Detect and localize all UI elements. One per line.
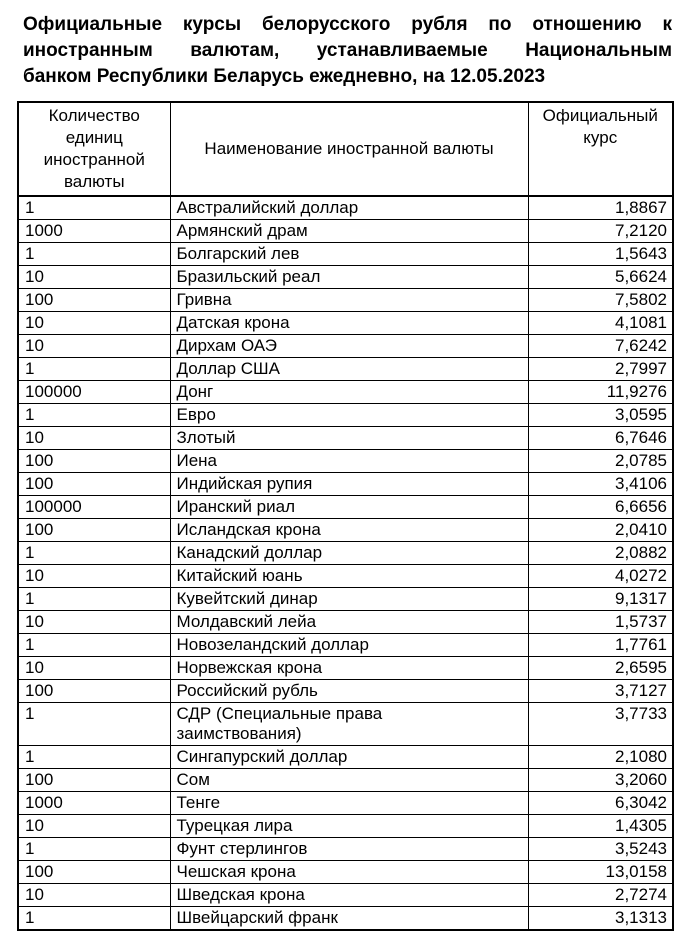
rate-cell: 2,0785 [528, 450, 673, 473]
rate-cell: 11,9276 [528, 381, 673, 404]
quantity-cell: 1 [18, 358, 170, 381]
currency-cell [170, 496, 528, 519]
currency-name: Новозеландский доллар [176, 635, 369, 654]
rate-cell: 7,2120 [528, 220, 673, 243]
currency-name: СДР (Специальные права заимствования) [176, 704, 383, 743]
currency-name: Дирхам ОАЭ [176, 336, 277, 355]
quantity-cell: 100 [18, 450, 170, 473]
quantity-cell: 1 [18, 907, 170, 931]
table-row [18, 746, 673, 769]
rate-cell: 1,4305 [528, 815, 673, 838]
table-row [18, 542, 673, 565]
exchange-rates-table [17, 101, 674, 931]
rate-cell: 6,7646 [528, 427, 673, 450]
quantity-cell: 100 [18, 769, 170, 792]
currency-name: Исландская крона [176, 520, 321, 539]
table-row [18, 473, 673, 496]
table-row [18, 519, 673, 542]
rate-cell: 1,8867 [528, 196, 673, 220]
table-row [18, 838, 673, 861]
currency-cell [170, 634, 528, 657]
currency-cell [170, 861, 528, 884]
title-line: иностранным валютам, устанавливаемые Национальным [23, 40, 672, 61]
currency-name: Кувейтский динар [176, 589, 318, 608]
table-row [18, 634, 673, 657]
table-row [18, 565, 673, 588]
table-row [18, 243, 673, 266]
currency-name: Российский рубль [176, 681, 318, 700]
currency-name: Иена [176, 451, 218, 470]
currency-name: Шведская крона [176, 885, 305, 904]
currency-cell [170, 792, 528, 815]
currency-cell [170, 838, 528, 861]
table-row [18, 611, 673, 634]
quantity-cell: 10 [18, 266, 170, 289]
table-row [18, 815, 673, 838]
table-row [18, 220, 673, 243]
currency-cell [170, 542, 528, 565]
table-row [18, 769, 673, 792]
page-title [23, 12, 672, 90]
rate-cell: 4,0272 [528, 565, 673, 588]
currency-cell [170, 404, 528, 427]
currency-cell [170, 381, 528, 404]
rate-cell: 9,1317 [528, 588, 673, 611]
currency-cell [170, 588, 528, 611]
quantity-cell: 10 [18, 611, 170, 634]
currency-name: Молдавский лейа [176, 612, 317, 631]
currency-cell [170, 312, 528, 335]
quantity-cell: 100 [18, 473, 170, 496]
quantity-cell: 1000 [18, 792, 170, 815]
rate-cell: 2,0882 [528, 542, 673, 565]
currency-name: Донг [176, 382, 214, 401]
currency-cell [170, 335, 528, 358]
currency-cell [170, 450, 528, 473]
title-line: банком Республики Беларусь ежедневно, на 12.05.2023 [23, 66, 546, 87]
table-row [18, 680, 673, 703]
currency-name: Швейцарский франк [176, 908, 338, 927]
currency-name: Гривна [176, 290, 232, 309]
table-row [18, 450, 673, 473]
quantity-cell: 100000 [18, 381, 170, 404]
currency-name: Доллар США [176, 359, 280, 378]
quantity-cell: 10 [18, 657, 170, 680]
currency-name: Канадский доллар [176, 543, 323, 562]
quantity-cell: 10 [18, 884, 170, 907]
currency-name: Фунт стерлингов [176, 839, 308, 858]
currency-name: Болгарский лев [176, 244, 300, 263]
table-row [18, 861, 673, 884]
quantity-cell: 10 [18, 335, 170, 358]
quantity-cell: 1000 [18, 220, 170, 243]
rate-cell: 13,0158 [528, 861, 673, 884]
currency-cell [170, 473, 528, 496]
quantity-cell: 100 [18, 680, 170, 703]
table-row [18, 657, 673, 680]
currency-cell [170, 680, 528, 703]
rate-cell: 3,7733 [528, 703, 673, 746]
table-row [18, 335, 673, 358]
currency-name: Турецкая лира [176, 816, 293, 835]
table-row [18, 588, 673, 611]
currency-name: Сом [176, 770, 210, 789]
currency-name: Китайский юань [176, 566, 303, 585]
currency-cell [170, 746, 528, 769]
quantity-cell: 10 [18, 312, 170, 335]
currency-cell [170, 289, 528, 312]
currency-cell [170, 884, 528, 907]
quantity-cell: 100 [18, 289, 170, 312]
currency-name: Сингапурский доллар [176, 747, 348, 766]
rate-cell: 2,7274 [528, 884, 673, 907]
currency-cell [170, 519, 528, 542]
currency-cell [170, 769, 528, 792]
currency-cell [170, 815, 528, 838]
currency-cell [170, 427, 528, 450]
rate-cell: 7,6242 [528, 335, 673, 358]
rate-cell: 2,0410 [528, 519, 673, 542]
table-row [18, 312, 673, 335]
header-rate: Официальный курс [528, 102, 673, 196]
rate-cell: 3,1313 [528, 907, 673, 931]
quantity-cell: 10 [18, 565, 170, 588]
rate-cell: 3,5243 [528, 838, 673, 861]
rate-cell: 6,6656 [528, 496, 673, 519]
rate-cell: 1,5643 [528, 243, 673, 266]
currency-name: Датская крона [176, 313, 290, 332]
table-header-row [18, 102, 673, 196]
table-row [18, 496, 673, 519]
currency-name: Чешская крона [176, 862, 296, 881]
rate-cell: 3,2060 [528, 769, 673, 792]
table-row [18, 703, 673, 746]
table-row [18, 884, 673, 907]
currency-name: Армянский драм [176, 221, 308, 240]
currency-cell [170, 220, 528, 243]
currency-name: Норвежская крона [176, 658, 323, 677]
table-row [18, 427, 673, 450]
rate-cell: 2,6595 [528, 657, 673, 680]
currency-name: Злотый [176, 428, 236, 447]
quantity-cell: 100 [18, 519, 170, 542]
rate-cell: 5,6624 [528, 266, 673, 289]
currency-name: Бразильский реал [176, 267, 321, 286]
quantity-cell: 1 [18, 838, 170, 861]
rate-cell: 3,0595 [528, 404, 673, 427]
rate-cell: 3,4106 [528, 473, 673, 496]
rate-cell: 3,7127 [528, 680, 673, 703]
quantity-cell: 1 [18, 634, 170, 657]
currency-name: Иранский риал [176, 497, 295, 516]
currency-cell [170, 657, 528, 680]
table-row [18, 196, 673, 220]
currency-name: Тенге [176, 793, 221, 812]
header-currency: Наименование иностранной валюты [170, 102, 528, 196]
table-row [18, 907, 673, 931]
currency-cell [170, 565, 528, 588]
currency-cell [170, 358, 528, 381]
currency-cell [170, 266, 528, 289]
quantity-cell: 1 [18, 404, 170, 427]
currency-name: Австралийский доллар [176, 198, 359, 217]
header-quantity: Количество единиц иностранной валюты [18, 102, 170, 196]
table-row [18, 289, 673, 312]
rate-cell: 1,7761 [528, 634, 673, 657]
quantity-cell: 1 [18, 542, 170, 565]
quantity-cell: 1 [18, 703, 170, 746]
table-row [18, 404, 673, 427]
table-row [18, 792, 673, 815]
title-line: Официальные курсы белорусского рубля по отношению к [23, 14, 672, 35]
rate-cell: 6,3042 [528, 792, 673, 815]
currency-cell [170, 243, 528, 266]
quantity-cell: 10 [18, 427, 170, 450]
rate-cell: 2,7997 [528, 358, 673, 381]
currency-cell [170, 611, 528, 634]
currency-cell [170, 196, 528, 220]
rate-cell: 1,5737 [528, 611, 673, 634]
table-row [18, 266, 673, 289]
table-row [18, 358, 673, 381]
quantity-cell: 10 [18, 815, 170, 838]
currency-name: Евро [176, 405, 216, 424]
quantity-cell: 100000 [18, 496, 170, 519]
quantity-cell: 1 [18, 243, 170, 266]
currency-cell [170, 907, 528, 931]
quantity-cell: 1 [18, 196, 170, 220]
rate-cell: 4,1081 [528, 312, 673, 335]
currency-name: Индийская рупия [176, 474, 313, 493]
quantity-cell: 100 [18, 861, 170, 884]
quantity-cell: 1 [18, 588, 170, 611]
rate-cell: 2,1080 [528, 746, 673, 769]
quantity-cell: 1 [18, 746, 170, 769]
currency-cell [170, 703, 528, 746]
table-row [18, 381, 673, 404]
rate-cell: 7,5802 [528, 289, 673, 312]
